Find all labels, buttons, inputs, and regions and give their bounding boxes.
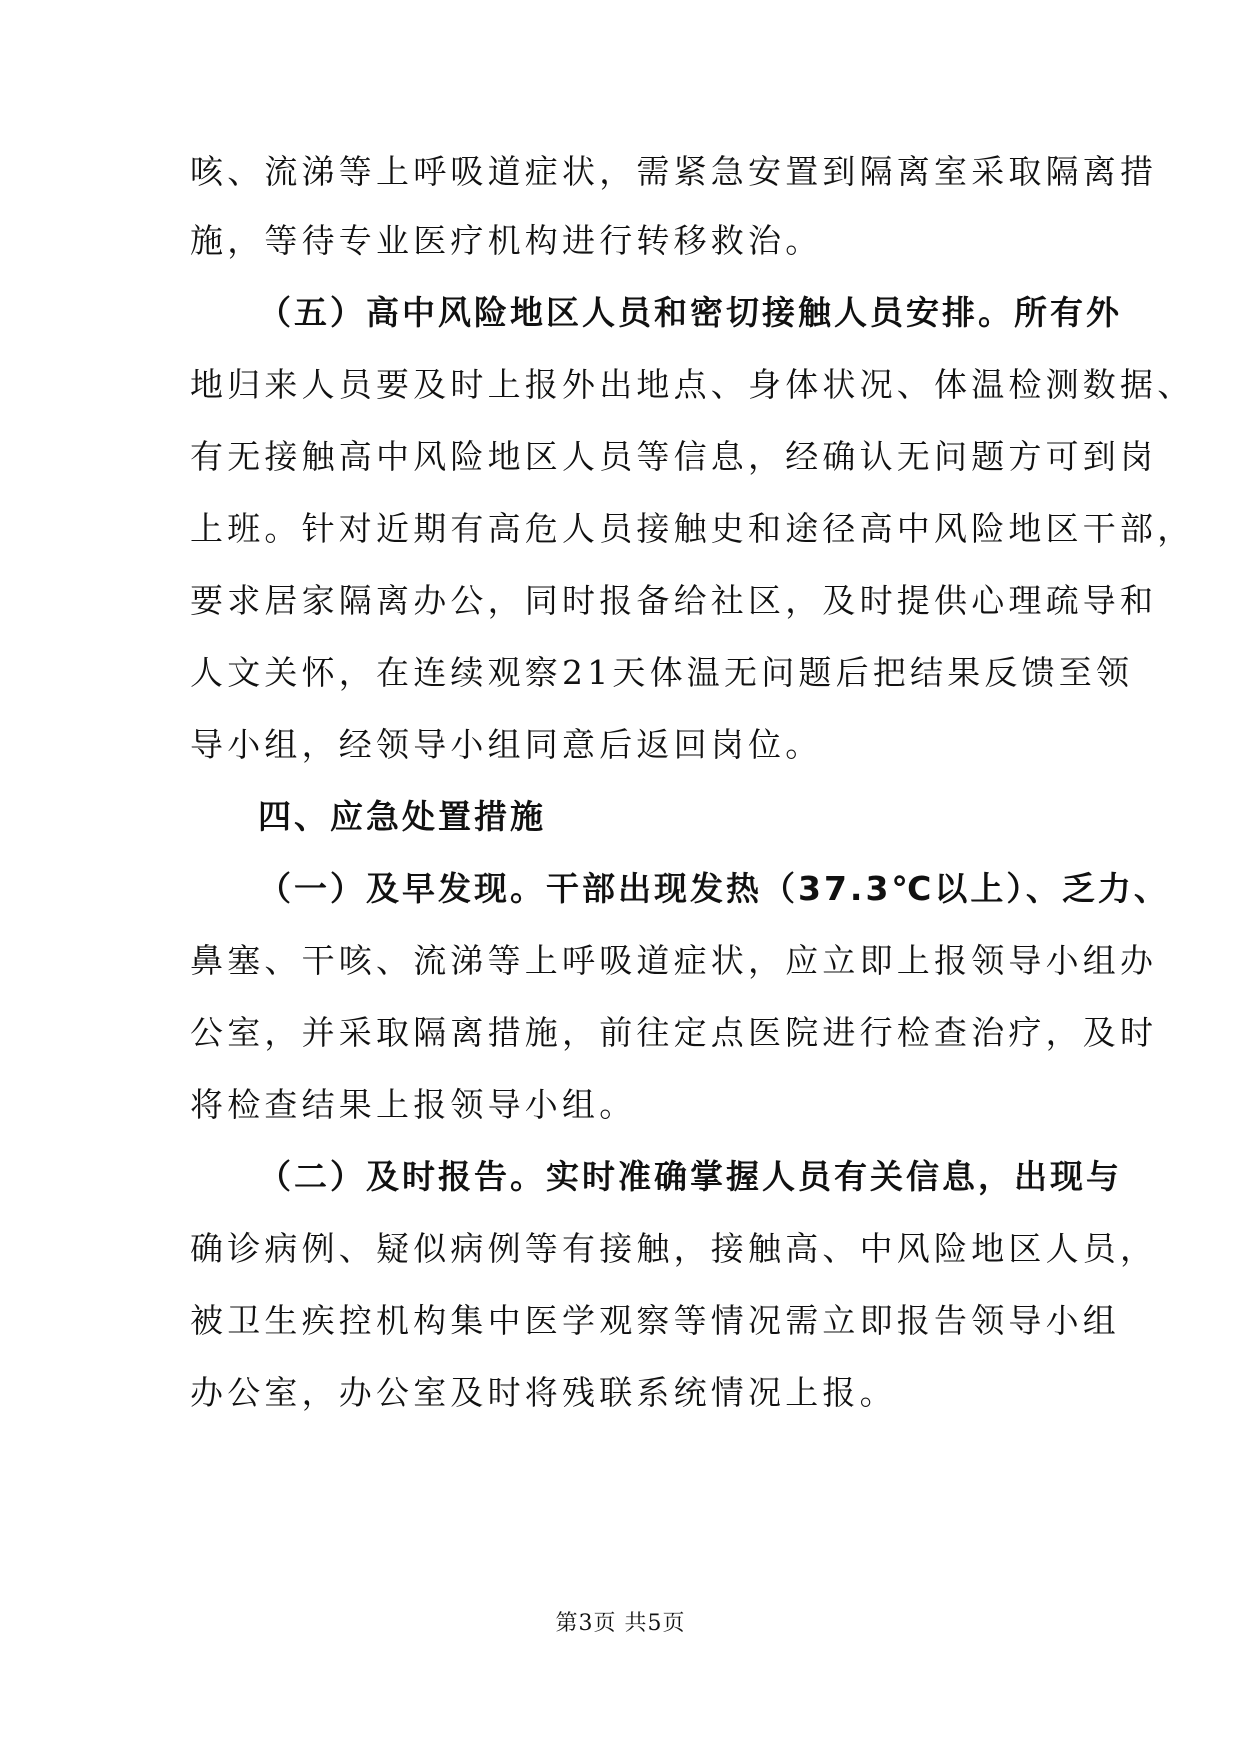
body-line: 地归来人员要及时上报外出地点、身体状况、体温检测数据、 <box>190 365 1195 404</box>
body-line: 施，等待专业医疗机构进行转移救治。 <box>190 221 823 260</box>
body-line: 导小组，经领导小组同意后返回岗位。 <box>190 725 823 764</box>
body-line: 办公室，办公室及时将残联系统情况上报。 <box>190 1373 897 1412</box>
body-line: 被卫生疾控机构集中医学观察等情况需立即报告领导小组 <box>190 1301 1120 1340</box>
section-heading-5: （五）高中风险地区人员和密切接触人员安排。所有外 <box>258 293 1122 332</box>
body-line: 将检查结果上报领导小组。 <box>190 1085 637 1124</box>
subsection-heading-1: （一）及早发现。干部出现发热（37.3℃以上）、乏力、 <box>258 869 1170 908</box>
body-line: 要求居家隔离办公，同时报备给社区，及时提供心理疏导和 <box>190 581 1158 620</box>
body-line: 上班。针对近期有高危人员接触史和途径高中风险地区干部， <box>190 509 1195 548</box>
subsection-heading-2: （二）及时报告。实时准确掌握人员有关信息，出现与 <box>258 1157 1122 1196</box>
body-line: 确诊病例、疑似病例等有接触，接触高、中风险地区人员， <box>190 1229 1158 1268</box>
body-line: 人文关怀，在连续观察21天体温无问题后把结果反馈至领 <box>190 653 1134 692</box>
body-line: 公室，并采取隔离措施，前往定点医院进行检查治疗，及时 <box>190 1013 1158 1052</box>
body-line: 鼻塞、干咳、流涕等上呼吸道症状，应立即上报领导小组办 <box>190 941 1158 980</box>
page-footer: 第3页 共5页 <box>555 1611 686 1636</box>
body-line: 咳、流涕等上呼吸道症状，需紧急安置到隔离室采取隔离措 <box>190 152 1158 191</box>
body-line: 有无接触高中风险地区人员等信息，经确认无问题方可到岗 <box>190 437 1158 476</box>
section-heading-4: 四、应急处置措施 <box>258 797 546 836</box>
